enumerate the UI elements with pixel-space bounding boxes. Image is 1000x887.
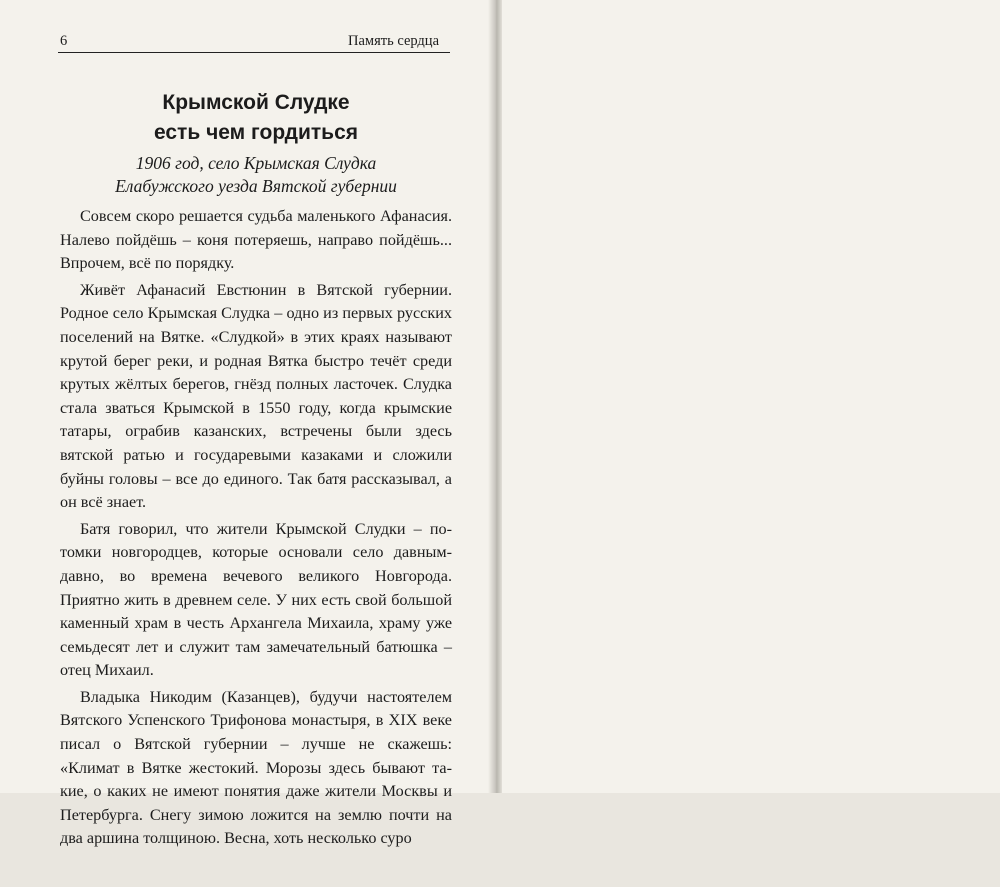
chapter-title-line-1: Крымской Слудке [162, 91, 350, 114]
chapter-subtitle [60, 152, 452, 198]
left-page [0, 0, 490, 848]
left-header-rule [58, 52, 450, 53]
left-page-number: 6 [60, 33, 68, 49]
paragraph: Батя говорил, что жители Крымской Слудки – потомки новгородцев, которые основали село давным-давно, во времена вечевого великого Новгорода. Приятно жить в древнем селе. У них есть свой большой каменный храм в честь Архангела Михаила, храму уже семьдесят лет и служит там замечательный батюшка – отец Михаил. [60, 519, 452, 680]
paragraph: Владыка Никодим (Казанцев), будучи настоятелем Вятского Успенского Трифонова монастыря, в XIX веке писал о Вятской губернии – лучше не скажешь: «Климат в Вятке жестокий. Морозы здесь бывают такие, о каких не имеют понятия даже жители Москвы и Петербурга. Снегу зимою ложится на землю почти на два аршина толщиною. Весна, хоть несколько суро [60, 687, 452, 848]
paragraph: Совсем скоро решается судьба маленького Афанасия. Налево пойдёшь – коня потеряешь, направо пойдёшь... Впрочем, всё по порядку. [60, 207, 452, 273]
subtitle-line-1: 1906 год, село Крымская Слудка [135, 153, 377, 173]
left-running-title: Память сердца [348, 33, 440, 49]
left-body-text [60, 205, 452, 854]
paragraph: Живёт Афанасий Евстюнин в Вятской губернии. Родное село Крымская Слудка – одно из первых русских поселений на Вятке. «Слудкой» в этих краях называют крутой берег реки, и родная Вятка быстро течёт среди крутых жёлтых берегов, гнёзд полных ласточек. Слудка стала зваться Крымской в 1550 году, когда крымские татары, ограбив казанских, встречены были здесь вятской ратью и государевыми казаками и сложили буйны головы – все до единого. Так батя рассказывал, а он всё знает. [60, 280, 452, 512]
right-page [502, 0, 1000, 793]
chapter-title-line-2: есть чем гордиться [153, 121, 359, 144]
chapter-title [60, 88, 452, 148]
subtitle-line-2: Елабужского уезда Вятской губернии [115, 176, 397, 196]
